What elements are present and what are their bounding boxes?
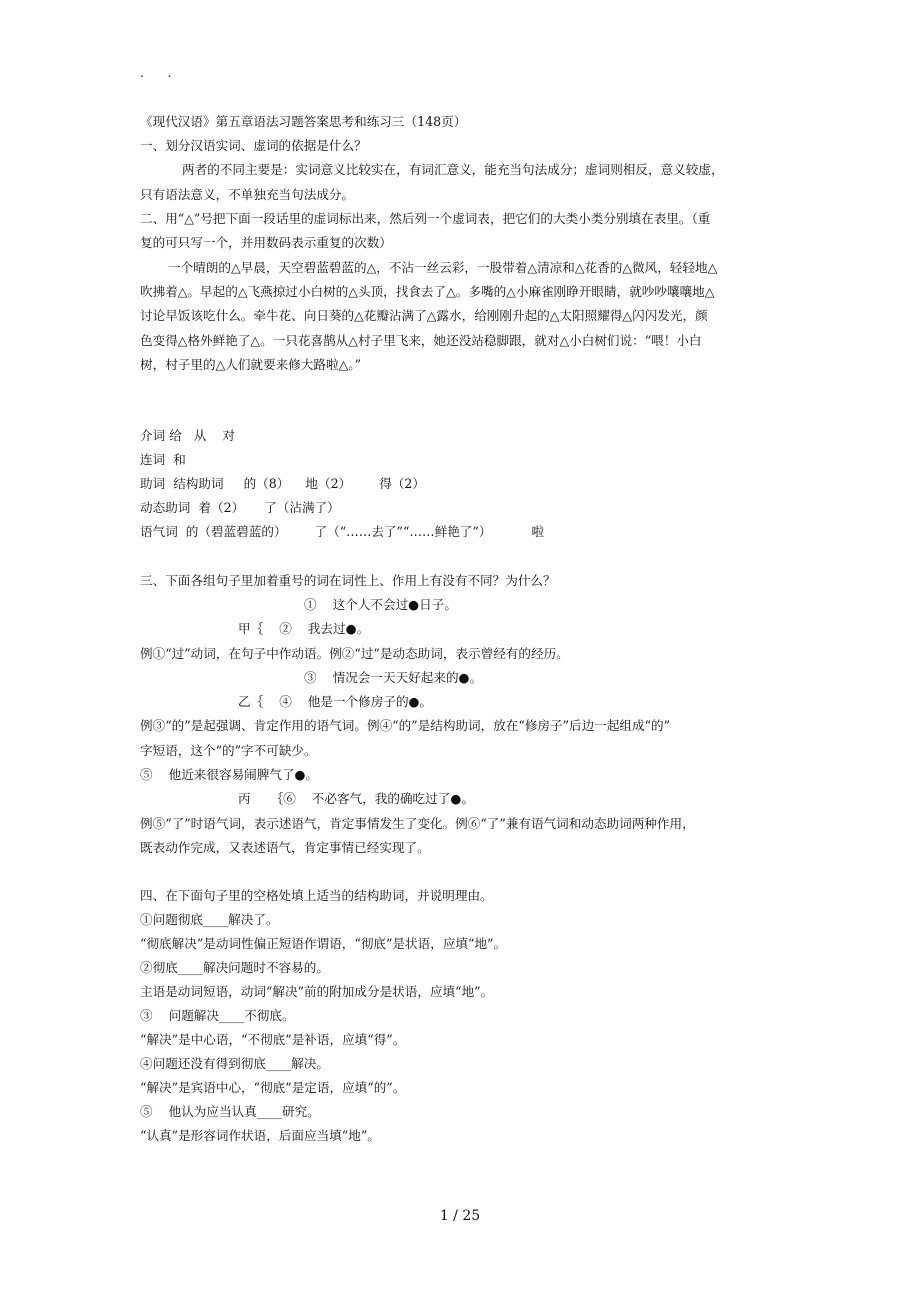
section3-heading: 三、下面各组句子里加着重号的词在词性上、作用上有没有不同？为什么？: [140, 573, 556, 588]
section1-answer-line: 两者的不同主要是：实词意义比较实在，有词汇意义，能充当句法成分；虚词则相反，意义较虚，: [182, 162, 724, 177]
section2-heading: 复的可只写一个，并用数码表示重复的次数）: [140, 235, 392, 250]
section2-heading: 二、用“△”号把下面一段话里的虚词标出来，然后列一个虚词表，把它们的大类小类分别填在表里。（重: [140, 211, 711, 226]
page-title: 《现代汉语》第五章语法习题答案思考和练习三（148页）: [140, 114, 467, 129]
exercise-question: ②彻底____解决问题时不容易的。: [140, 960, 329, 975]
header-marks: . .: [140, 66, 182, 80]
exercise-question: ①问题彻底____解决了。: [140, 912, 279, 927]
example-explanation: 例③“的”是起强调、肯定作用的语气词。例④“的”是结构助词，放在“修房子”后边一起组成“的”: [140, 718, 671, 733]
section1-answer-line: 只有语法意义，不单独充当句法成分。: [140, 187, 355, 202]
exercise-question: ③ 问题解决____不彻底。: [140, 1008, 295, 1023]
section1-heading: 一、划分汉语实词、虚词的依据是什么？: [140, 138, 367, 153]
passage-line: 吹拂着△。早起的△飞燕掠过小白树的△头顶，找食去了△。多嘴的△小麻雀刚睁开眼睛，就吵吵嚷嚷地△: [140, 284, 715, 299]
section4-heading: 四、在下面句子里的空格处填上适当的结构助词，并说明理由。: [140, 888, 493, 903]
function-word-table-row: 语气词 的（碧蓝碧蓝的） 了（“……去了”“……鲜艳了”） 啦: [140, 524, 545, 539]
exercise-question: ⑤ 他认为应当认真____研究。: [140, 1104, 320, 1119]
passage-line: 讨论早饭该吃什么。牵牛花、向日葵的△花瓣沾满了△露水，给刚刚升起的△太阳照耀得△闪闪发光，颜: [140, 308, 708, 323]
function-word-table-row: 介词 给 从 对: [140, 428, 235, 443]
exercise-answer: “解决”是中心语，“不彻底”是补语，应填“得”。: [140, 1032, 406, 1047]
passage-line: 色变得△格外鲜艳了△。一只花喜鹊从△村子里飞来，她还没站稳脚跟，就对△小白树们说：“喂！小白: [140, 333, 702, 348]
exercise-answer: 主语是动词短语，动词“解决”前的附加成分是状语，应填“地”。: [140, 984, 494, 999]
example-explanation: 既表动作完成，又表述语气，肯定事情已经实现了。: [140, 840, 430, 855]
exercise-question: ④问题还没有得到彻底____解决。: [140, 1056, 329, 1071]
function-word-table-row: 连词 和: [140, 452, 186, 467]
example-explanation: 例①“过”动词，在句子中作动语。例②“过”是动态助词，表示曾经有的经历。: [140, 646, 569, 661]
example-sentence: ③ 情况会一天天好起来的●。: [304, 670, 483, 685]
passage-line: 树，村子里的△人们就要来修大路啦△。”: [140, 357, 362, 372]
example-explanation: 例⑤“了”时语气词，表示述语气，肯定事情发生了变化。例⑥“了”兼有语气词和动态助词两种作用，: [140, 816, 695, 831]
function-word-table-row: 助词 结构助词 的（8） 地（2） 得（2）: [140, 476, 426, 491]
example-sentence: 丙 ｛⑥ 不必客气，我的确吃过了●。: [238, 791, 474, 806]
example-sentence: ⑤ 他近来很容易闹脾气了●。: [140, 767, 319, 782]
function-word-table-row: 动态助词 着（2） 了（沾满了）: [140, 500, 340, 515]
exercise-answer: “彻底解决”是动词性偏正短语作谓语，“彻底”是状语，应填“地”。: [140, 936, 507, 951]
exercise-answer: “解决”是宾语中心，“彻底”是定语，应填“的”。: [140, 1080, 406, 1095]
exercise-answer: “认真”是形容词作状语，后面应当填“地”。: [140, 1128, 380, 1143]
passage-line: 一个晴朗的△早晨，天空碧蓝碧蓝的△，不沾一丝云彩，一股带着△清凉和△花香的△微风，轻轻地△: [168, 260, 718, 275]
example-explanation: 字短语，这个“的”字不可缺少。: [140, 743, 317, 758]
example-sentence: 乙｛ ④ 他是一个修房子的●。: [238, 694, 433, 709]
page-number: 1 / 25: [439, 1208, 481, 1224]
example-sentence: ① 这个人不会过●日子。: [304, 597, 457, 612]
example-sentence: 甲｛ ② 我去过●。: [238, 621, 370, 636]
